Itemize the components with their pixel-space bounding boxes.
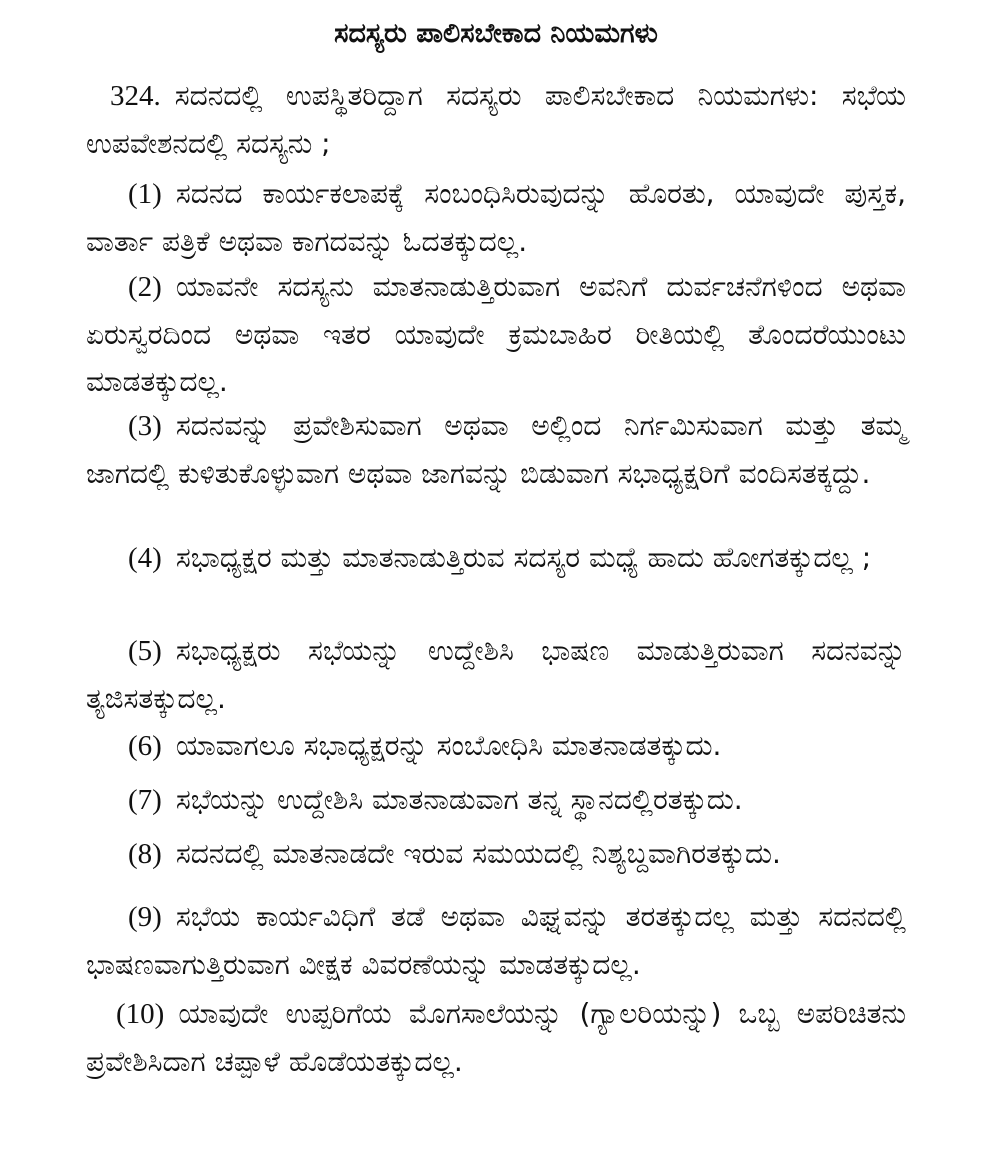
rule-text: ಸದನದ ಕಾರ್ಯಕಲಾಪಕ್ಕೆ ಸಂಬಂಧಿಸಿರುವುದನ್ನು ಹೊರತು, ಯಾವುದೇ ಪುಸ್ತಕ, ವಾರ್ತಾ ಪತ್ರಿಕೆ ಅಥವಾ ಕಾಗದವನ್ನು ಓದತಕ್ಕುದಲ್ಲ. xyxy=(86,177,906,258)
rule-item-8 xyxy=(86,830,906,878)
section-number: 324. xyxy=(110,80,161,112)
rule-324-intro xyxy=(86,72,906,167)
rule-text: ಯಾವಾಗಲೂ ಸಭಾಧ್ಯಕ್ಷರನ್ನು ಸಂಬೋಧಿಸಿ ಮಾತನಾಡತಕ್ಕುದು. xyxy=(175,729,722,762)
rule-number: (6) xyxy=(128,730,162,762)
rule-text: ಯಾವನೇ ಸದಸ್ಯನು ಮಾತನಾಡುತ್ತಿರುವಾಗ ಅವನಿಗೆ ದುರ್ವಚನೆಗಳಿಂದ ಅಥವಾ ಏರುಸ್ವರದಿಂದ ಅಥವಾ ಇತರ ಯಾವುದೇ ಕ್ರಮಬಾಹಿರ ರೀತಿಯಲ್ಲಿ ತೊಂದರೆಯುಂಟು ಮಾಡತಕ್ಕುದಲ್ಲ. xyxy=(86,270,906,398)
rule-item-5 xyxy=(86,627,906,722)
rule-text: ಸಭಾಧ್ಯಕ್ಷರು ಸಭೆಯನ್ನು ಉದ್ದೇಶಿಸಿ ಭಾಷಣ ಮಾಡುತ್ತಿರುವಾಗ ಸದನವನ್ನು ತ್ಯಜಿಸತಕ್ಕುದಲ್ಲ. xyxy=(86,634,906,715)
rule-item-1 xyxy=(86,170,906,265)
rule-text: ಸಭೆಯ ಕಾರ್ಯವಿಧಿಗೆ ತಡೆ ಅಥವಾ ವಿಘ್ನವನ್ನು ತರತಕ್ಕುದಲ್ಲ ಮತ್ತು ಸದನದಲ್ಲಿ ಭಾಷಣವಾಗುತ್ತಿರುವಾಗ ವೀಕ್ಷಕ ವಿವರಣೆಯನ್ನು ಮಾಡತಕ್ಕುದಲ್ಲ. xyxy=(86,900,906,981)
rule-item-4 xyxy=(86,534,906,582)
rule-text: ಸಭೆಯನ್ನು ಉದ್ದೇಶಿಸಿ ಮಾತನಾಡುವಾಗ ತನ್ನ ಸ್ಥಾನದಲ್ಲಿರತಕ್ಕುದು. xyxy=(175,783,743,816)
rule-number: (3) xyxy=(128,410,162,442)
intro-text: ಸದನದಲ್ಲಿ ಉಪಸ್ಥಿತರಿದ್ದಾಗ ಸದಸ್ಯರು ಪಾಲಿಸಬೇಕಾದ ನಿಯಮಗಳು: ಸಭೆಯ ಉಪವೇಶನದಲ್ಲಿ ಸದಸ್ಯನು ; xyxy=(86,79,906,160)
rule-item-6 xyxy=(86,722,906,770)
page-title: ಸದಸ್ಯರು ಪಾಲಿಸಬೇಕಾದ ನಿಯಮಗಳು xyxy=(334,18,658,49)
rule-number: (9) xyxy=(128,901,162,933)
rule-item-3 xyxy=(86,402,906,497)
rule-text: ಸದನವನ್ನು ಪ್ರವೇಶಿಸುವಾಗ ಅಥವಾ ಅಲ್ಲಿಂದ ನಿರ್ಗಮಿಸುವಾಗ ಮತ್ತು ತಮ್ಮ ಜಾಗದಲ್ಲಿ ಕುಳಿತುಕೊಳ್ಳುವಾಗ ಅಥವಾ ಜಾಗವನ್ನು ಬಿಡುವಾಗ ಸಭಾಧ್ಯಕ್ಷರಿಗೆ ವಂದಿಸತಕ್ಕದ್ದು. xyxy=(86,409,906,490)
rule-number: (5) xyxy=(128,635,162,667)
rule-text: ಸದನದಲ್ಲಿ ಮಾತನಾಡದೇ ಇರುವ ಸಮಯದಲ್ಲಿ ನಿಶ್ಯಬ್ದವಾಗಿರತಕ್ಕುದು. xyxy=(175,837,781,870)
rule-text: ಯಾವುದೇ ಉಪ್ಪರಿಗೆಯ ಮೊಗಸಾಲೆಯನ್ನು (ಗ್ಯಾಲರಿಯನ್ನು) ಒಬ್ಬ ಅಪರಿಚಿತನು ಪ್ರವೇಶಿಸಿದಾಗ ಚಪ್ಪಾಳೆ ಹೊಡೆಯತಕ್ಕುದಲ್ಲ. xyxy=(86,997,906,1078)
rule-number: (4) xyxy=(128,542,162,574)
rule-number: (7) xyxy=(128,784,162,816)
rule-text: ಸಭಾಧ್ಯಕ್ಷರ ಮತ್ತು ಮಾತನಾಡುತ್ತಿರುವ ಸದಸ್ಯರ ಮಧ್ಯೆ ಹಾದು ಹೋಗತಕ್ಕುದಲ್ಲ ; xyxy=(175,541,872,574)
rule-item-2 xyxy=(86,263,906,405)
rule-number: (1) xyxy=(128,178,162,210)
rule-number: (10) xyxy=(116,998,165,1030)
rule-item-7 xyxy=(86,776,906,824)
rule-number: (2) xyxy=(128,271,162,303)
rule-item-10 xyxy=(86,990,906,1085)
rule-number: (8) xyxy=(128,838,162,870)
rule-item-9 xyxy=(86,893,906,988)
